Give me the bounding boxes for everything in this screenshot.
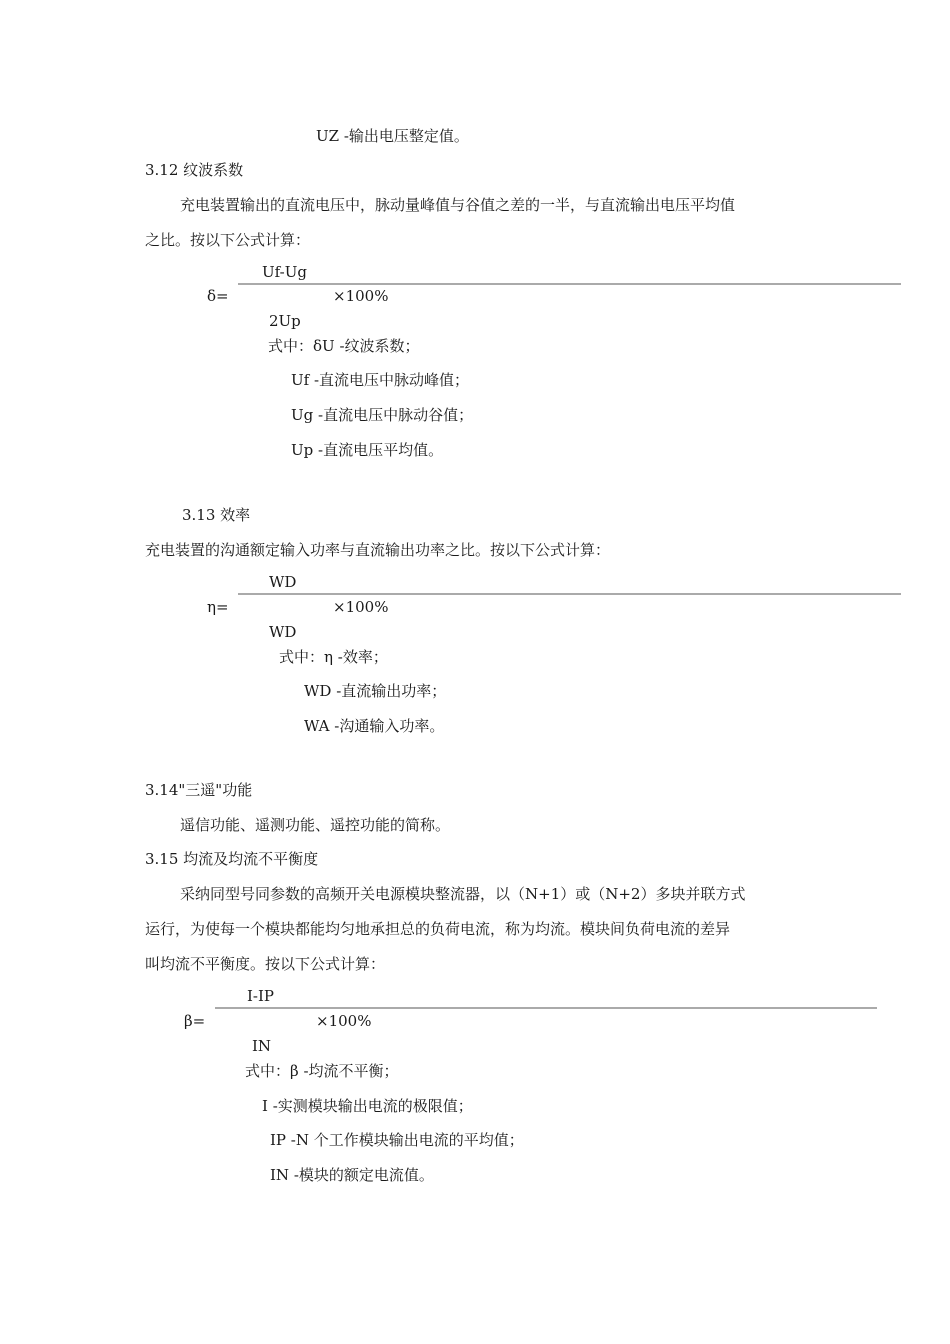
ripple-numerator: Uf-Ug [262,263,307,281]
section-3-13-para: 充电装置的沟通额定输入功率与直流输出功率之比。按以下公式计算： [145,541,611,559]
balance-factor: ×100% [316,1012,372,1030]
ripple-def-uf: Uf -直流电压中脉动峰值； [291,371,470,389]
ripple-def-up: Up -直流电压平均值。 [291,441,444,459]
ripple-fraction-line [238,283,901,285]
uz-definition: UZ -输出电压整定值。 [316,127,469,145]
efficiency-factor: ×100% [333,598,389,616]
ripple-denominator: 2Up [269,312,301,330]
efficiency-def-wa: WA -沟通输入功率。 [304,717,445,735]
section-3-12-para-line2: 之比。按以下公式计算： [145,231,311,249]
ripple-factor: ×100% [333,287,389,305]
efficiency-def-wd: WD -直流输出功率； [304,682,447,700]
balance-denominator: IN [252,1037,272,1055]
ripple-where: 式中：δU -纹波系数； [268,337,420,355]
efficiency-where: 式中：η -效率； [279,648,388,666]
section-3-15-title: 3.15 均流及均流不平衡度 [145,850,319,868]
section-3-12-para-line1: 充电装置输出的直流电压中，脉动量峰值与谷值之差的一半，与直流输出电压平均值 [180,196,736,214]
section-3-15-para-line1: 采纳同型号同参数的高频开关电源模块整流器，以（N+1）或（N+2）多块并联方式 [180,885,746,903]
section-3-14-para: 遥信功能、遥测功能、遥控功能的简称。 [180,816,451,834]
section-3-15-para-line2: 运行，为使每一个模块都能均匀地承担总的负荷电流，称为均流。模块间负荷电流的差异 [145,920,731,938]
section-3-14-title: 3.14"三遥"功能 [145,781,253,799]
section-3-13-title: 3.13 效率 [182,506,251,524]
balance-symbol: β= [184,1012,206,1030]
efficiency-fraction-line [238,593,901,595]
efficiency-numerator: WD [269,573,297,591]
balance-where: 式中：β -均流不平衡； [245,1062,399,1080]
efficiency-denominator: WD [269,623,297,641]
balance-def-i: I -实测模块输出电流的极限值； [262,1097,473,1115]
section-3-15-para-line3: 叫均流不平衡度。按以下公式计算： [145,955,386,973]
balance-fraction-line [215,1007,877,1009]
section-3-12-title: 3.12 纹波系数 [145,161,244,179]
ripple-def-ug: Ug -直流电压中脉动谷值； [291,406,474,424]
balance-def-in: IN -模块的额定电流值。 [270,1166,434,1184]
efficiency-symbol: η= [207,598,229,616]
ripple-symbol: δ= [207,287,229,305]
balance-def-ip: IP -N 个工作模块输出电流的平均值； [270,1131,524,1149]
balance-numerator: I-IP [247,987,275,1005]
